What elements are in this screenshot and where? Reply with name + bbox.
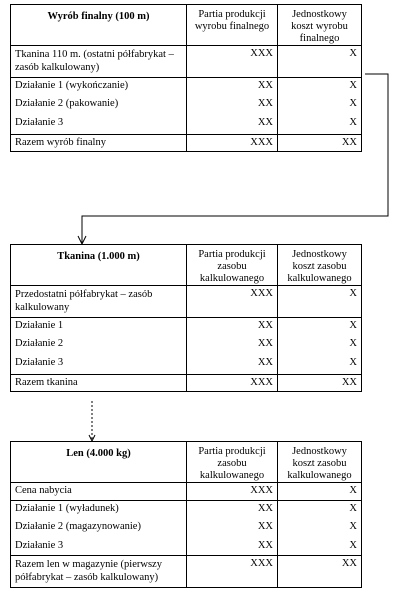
unit-cost-value: X <box>349 521 357 532</box>
table-row <box>11 500 361 519</box>
batch-value: XX <box>187 501 278 519</box>
row-label: Tkanina 110 m. (ostatni półfabrykat – zasób kalkulowany) <box>11 46 187 77</box>
unit-cost-value: X <box>349 288 357 299</box>
table-fabric <box>10 244 362 392</box>
batch-value: XX <box>187 318 278 336</box>
unit-cost-value: X <box>349 98 357 109</box>
batch-value: XXX <box>187 46 278 77</box>
row-label: Działanie 2 <box>11 336 187 355</box>
batch-value: XXX <box>187 375 278 391</box>
unit-cost-value: X <box>349 320 357 331</box>
row-label: Razem tkanina <box>11 375 187 391</box>
row-label: Działanie 3 <box>11 538 187 555</box>
row-label: Razem len w magazynie (pierwszy półfabrykat – zasób kalkulowany) <box>11 556 187 587</box>
table-row <box>11 482 361 500</box>
column-header-unit-cost: Jednostkowy koszt zasobu kalkulowanego <box>287 249 352 284</box>
batch-value: XX <box>187 519 278 538</box>
batch-value: XXX <box>187 135 278 151</box>
unit-cost-value: X <box>349 338 357 349</box>
column-header-batch: Partia produkcji zasobu kalkulowanego <box>187 442 278 482</box>
row-label: Działanie 1 (wykończanie) <box>11 78 187 96</box>
table-total-row <box>11 374 361 391</box>
unit-cost-value: X <box>349 357 357 368</box>
unit-cost-value: X <box>349 503 357 514</box>
table-total-row <box>11 134 361 151</box>
table-header-row <box>11 442 361 482</box>
row-label: Cena nabycia <box>11 483 187 500</box>
table-row <box>11 77 361 96</box>
table-row <box>11 355 361 374</box>
batch-value: XX <box>187 538 278 555</box>
row-label: Przedostatni półfabrykat – zasób kalkulowany <box>11 286 187 317</box>
table-flax <box>10 441 362 588</box>
row-label: Razem wyrób finalny <box>11 135 187 151</box>
column-header-batch: Partia produkcji zasobu kalkulowanego <box>187 245 278 285</box>
row-label: Działanie 2 (magazynowanie) <box>11 519 187 538</box>
batch-value: XX <box>187 78 278 96</box>
unit-cost-value: XX <box>341 377 357 388</box>
table-row <box>11 285 361 317</box>
unit-cost-value: X <box>349 485 357 496</box>
batch-value: XX <box>187 115 278 134</box>
table-header-row <box>11 245 361 285</box>
row-label: Działanie 1 (wyładunek) <box>11 501 187 519</box>
batch-value: XX <box>187 336 278 355</box>
unit-cost-value: XX <box>341 558 357 569</box>
table-row <box>11 317 361 336</box>
table-row <box>11 519 361 538</box>
table-final-product <box>10 4 362 152</box>
unit-cost-value: X <box>349 80 357 91</box>
column-header-batch: Partia produkcji wyrobu finalnego <box>187 5 278 45</box>
batch-value: XXX <box>187 483 278 500</box>
unit-cost-value: XX <box>341 137 357 148</box>
unit-cost-value: X <box>349 540 357 551</box>
row-label: Działanie 2 (pakowanie) <box>11 96 187 115</box>
batch-value: XXX <box>187 556 278 587</box>
table-row <box>11 336 361 355</box>
column-header-unit-cost: Jednostkowy koszt zasobu kalkulowanego <box>287 446 352 481</box>
table-row <box>11 538 361 555</box>
row-label: Działanie 1 <box>11 318 187 336</box>
table-row <box>11 115 361 134</box>
table-header-row <box>11 5 361 45</box>
table-total-row <box>11 555 361 587</box>
unit-cost-value: X <box>349 117 357 128</box>
batch-value: XX <box>187 96 278 115</box>
table-title: Tkanina (1.000 m) <box>11 245 187 285</box>
unit-cost-value: X <box>349 48 357 59</box>
column-header-unit-cost: Jednostkowy koszt wyrobu finalnego <box>291 9 348 44</box>
batch-value: XX <box>187 355 278 374</box>
table-row <box>11 96 361 115</box>
row-label: Działanie 3 <box>11 115 187 134</box>
table-row <box>11 45 361 77</box>
row-label: Działanie 3 <box>11 355 187 374</box>
batch-value: XXX <box>187 286 278 317</box>
table-title: Len (4.000 kg) <box>11 442 187 482</box>
table-title: Wyrób finalny (100 m) <box>11 5 187 45</box>
